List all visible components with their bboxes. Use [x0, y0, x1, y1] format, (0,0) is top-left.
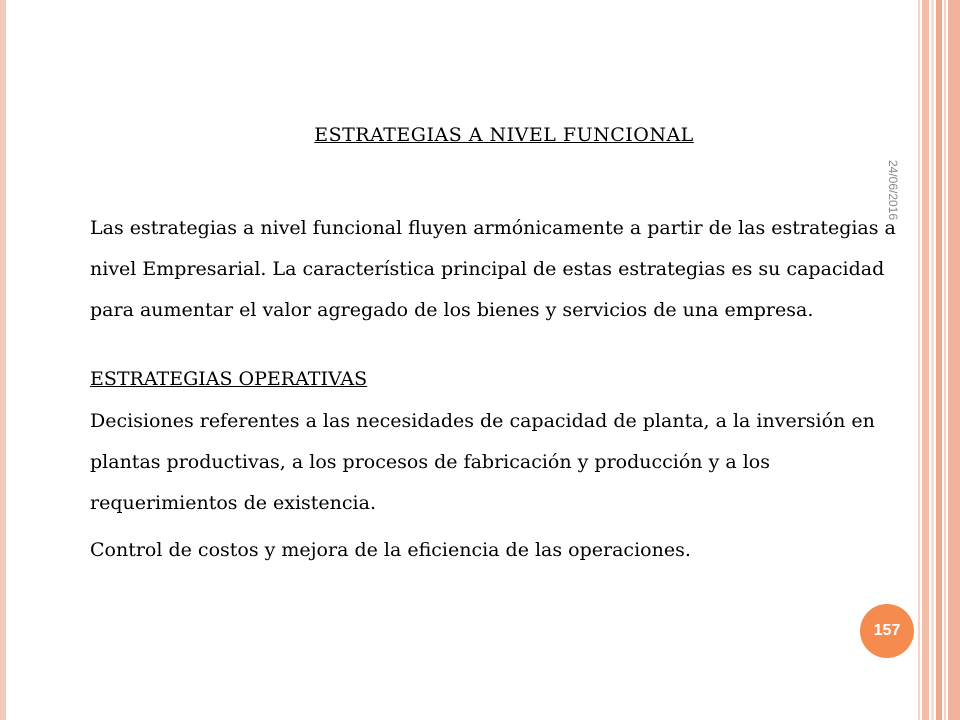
stripe: [948, 0, 960, 720]
left-border-decoration: [0, 0, 6, 720]
page-number-badge: 157: [860, 604, 914, 658]
stripe: [931, 0, 934, 720]
paragraph-operational-decisions: Decisiones referentes a las necesidades de capacidad de planta, a la inversión en plantas productivas, a los procesos de fabricación y producción y a los requerimientos de existencia.: [90, 410, 875, 514]
paragraph-cost-control: Control de costos y mejora de la eficiencia de las operaciones.: [90, 539, 691, 561]
stripe: [936, 0, 942, 720]
stripe: [922, 0, 929, 720]
paragraph-functional-strategies: Las estrategias a nivel funcional fluyen armónicamente a partir de las estrategias a nivel Empresarial. La característica principal de estas estrategias es su capacidad para aumentar el valor agregado de los bienes y servicios de una empresa.: [90, 217, 896, 321]
section-heading-operational: ESTRATEGIAS OPERATIVAS: [90, 368, 368, 390]
slide-date: 24/06/2016: [886, 159, 900, 221]
stripe: [944, 0, 946, 720]
slide-title: ESTRATEGIAS A NIVEL FUNCIONAL: [314, 124, 694, 146]
stripe: [918, 0, 920, 720]
right-stripe-decoration: [918, 0, 960, 720]
slide-body: [90, 208, 912, 571]
